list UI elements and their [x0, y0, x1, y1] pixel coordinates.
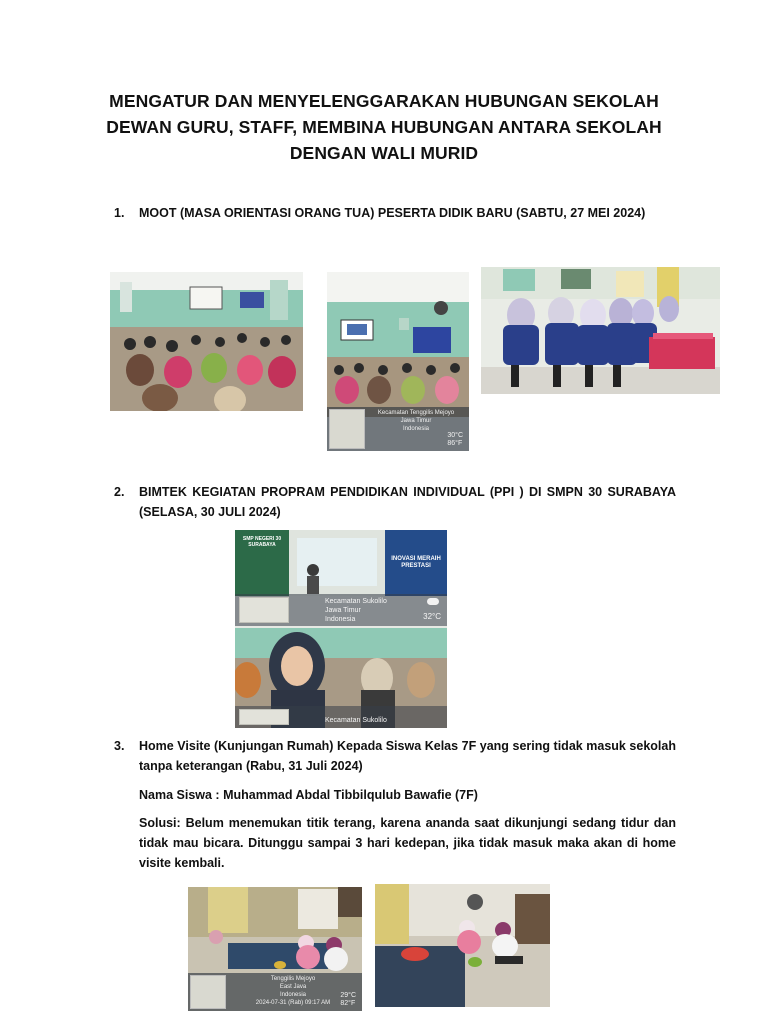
stamp-location-2: Jawa Timur — [325, 607, 361, 614]
photo-geotag-stamp-bottom — [235, 706, 447, 728]
stamp-location-2: East Java — [279, 984, 307, 990]
stamp-temp-f: 86°F — [447, 440, 463, 447]
map-thumbnail — [329, 409, 365, 449]
stamp-temp-c: 29°C — [340, 992, 356, 999]
photo-geotag-stamp — [235, 594, 447, 626]
banner-school-name: SMP NEGERI 30 SURABAYA — [242, 536, 282, 548]
list-text: Home Visite (Kunjungan Rumah) Kepada Siswa Kelas 7F yang sering tidak masuk sekolah tanpa keterangan (Rabu, 31 Juli 2024) — [139, 739, 676, 773]
stamp-location-1: Kecamatan Sukolilo — [325, 717, 387, 724]
stamp-temp-f: 82°F — [340, 1000, 356, 1007]
stamp-location-3: Indonesia — [402, 426, 430, 432]
document-title — [60, 88, 708, 166]
stamp-location-1: Tenggilis Mejoyo — [270, 976, 316, 982]
photo-moot-hall-audience — [110, 272, 303, 411]
stamp-temperature: 32°C — [423, 612, 441, 621]
photo-home-visit-2 — [375, 884, 550, 1007]
stamp-datetime: 2024-07-31 (Rab) 09:17 AM — [255, 1000, 331, 1006]
photo-bimtek-collage — [235, 530, 447, 728]
list-text: BIMTEK KEGIATAN PROPRAM PENDIDIKAN INDIVIDUAL (PPI ) DI SMPN 30 SURABAYA (SELASA, 30 JULI 2024) — [139, 485, 676, 519]
photo-geotag-stamp — [188, 973, 362, 1011]
list-item-moot — [114, 203, 676, 223]
title-line-1: MENGATUR DAN MENYELENGGARAKAN HUBUNGAN SEKOLAH — [109, 91, 659, 111]
photo-geotag-stamp — [327, 407, 469, 451]
stamp-location-1: Kecamatan Sukolilo — [325, 598, 387, 605]
title-line-2: DEWAN GURU, STAFF, MEMBINA HUBUNGAN ANTARA SEKOLAH — [106, 117, 662, 137]
stamp-location-2: Jawa Timur — [400, 418, 432, 424]
list-number: 2. — [114, 485, 125, 499]
stamp-temperature — [340, 992, 356, 1008]
stamp-location-1: Kecamatan Tenggilis Mejoyo — [377, 410, 455, 416]
photo-home-visit-1 — [188, 887, 362, 1011]
weather-cloud-icon — [427, 598, 439, 605]
title-line-3: DENGAN WALI MURID — [289, 143, 479, 163]
student-name: Nama Siswa : Muhammad Abdal Tibbilqulub Bawafie (7F) — [139, 788, 478, 802]
map-thumbnail — [190, 975, 226, 1009]
map-thumbnail — [239, 597, 289, 623]
banner-motto: INOVASI MERAIH PRESTASI — [391, 556, 441, 569]
list-item-home-visit — [114, 736, 676, 776]
stamp-temp-c: 30°C — [447, 432, 463, 439]
solution-text: Solusi: Belum menemukan titik terang, karena ananda saat dikunjungi sedang tidur dan tidak mau bicara. Ditunggu sampai 3 hari kedepan, jika tidak masuk maka akan di home visite kembali. — [139, 816, 676, 870]
list-text: MOOT (MASA ORIENTASI ORANG TUA) PESERTA DIDIK BARU (SABTU, 27 MEI 2024) — [139, 206, 646, 220]
list-item-bimtek — [114, 482, 676, 522]
list-number: 3. — [114, 739, 125, 753]
stamp-location-3: Indonesia — [325, 616, 356, 623]
list-number: 1. — [114, 206, 125, 220]
stamp-temperature — [447, 432, 463, 448]
map-thumbnail — [239, 709, 289, 725]
photo-moot-hall-projector — [327, 272, 469, 451]
photo-moot-teachers-seated — [481, 267, 720, 394]
stamp-location-3: Indonesia — [279, 992, 307, 998]
